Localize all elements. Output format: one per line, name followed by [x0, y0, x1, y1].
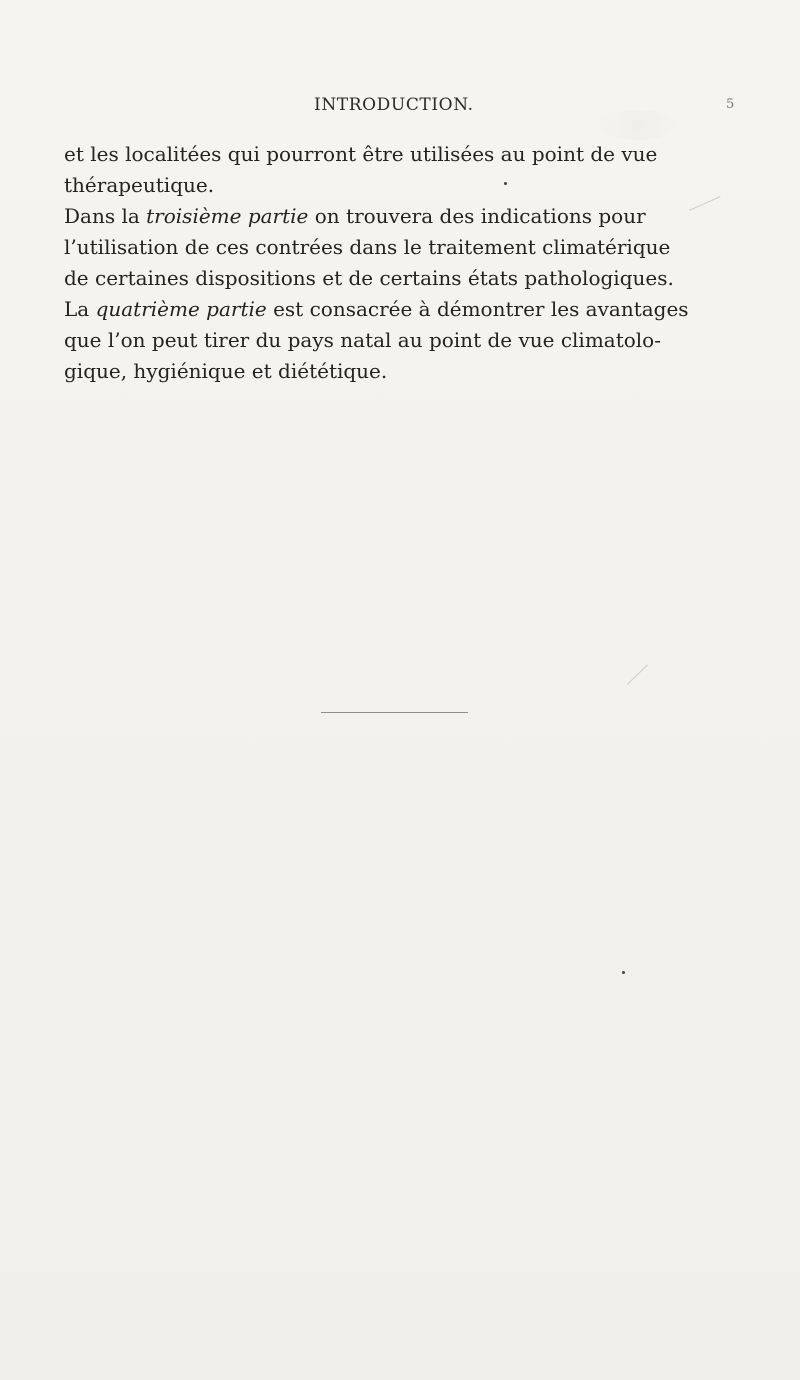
line-5-segment-1: de certaines dispositions et de certains états pathologiques.: [64, 266, 674, 290]
line-3-italic-phrase: troisième partie: [146, 204, 309, 228]
line-8-segment-1: gique, hygiénique et diététique.: [64, 359, 388, 383]
text-line-2: [64, 170, 740, 201]
text-line-6: [64, 294, 740, 325]
line-2-segment-1: thérapeutique.: [64, 173, 215, 197]
running-title: INTRODUCTION.: [314, 95, 474, 115]
section-divider: [321, 712, 468, 713]
line-1-segment-1: et les localitées qui pourront être utilisées au point de vue: [64, 142, 658, 166]
line-7-segment-1: que l’on peut tirer du pays natal au point de vue climatolo-: [64, 328, 661, 352]
body-text: [64, 139, 740, 387]
running-header: [0, 95, 800, 119]
ink-speck: [504, 182, 507, 185]
ink-speck-lower: [622, 971, 625, 974]
line-6-segment-3: est consacrée à démontrer les avantages: [266, 297, 689, 321]
paper-mark-middle: [627, 665, 648, 685]
line-4-segment-1: l’utilisation de ces contrées dans le traitement climatérique: [64, 235, 671, 259]
line-6-segment-1: La: [64, 297, 96, 321]
text-line-4: [64, 232, 740, 263]
line-3-segment-1: Dans la: [64, 204, 147, 228]
text-line-3: [64, 201, 740, 232]
text-line-1: [64, 139, 740, 170]
page-number: 5: [726, 97, 735, 112]
line-6-italic-phrase: quatrième partie: [95, 297, 267, 321]
text-line-7: [64, 325, 740, 356]
text-line-5: [64, 263, 740, 294]
text-line-8: [64, 356, 740, 387]
line-3-segment-3: on trouvera des indications pour: [308, 204, 646, 228]
